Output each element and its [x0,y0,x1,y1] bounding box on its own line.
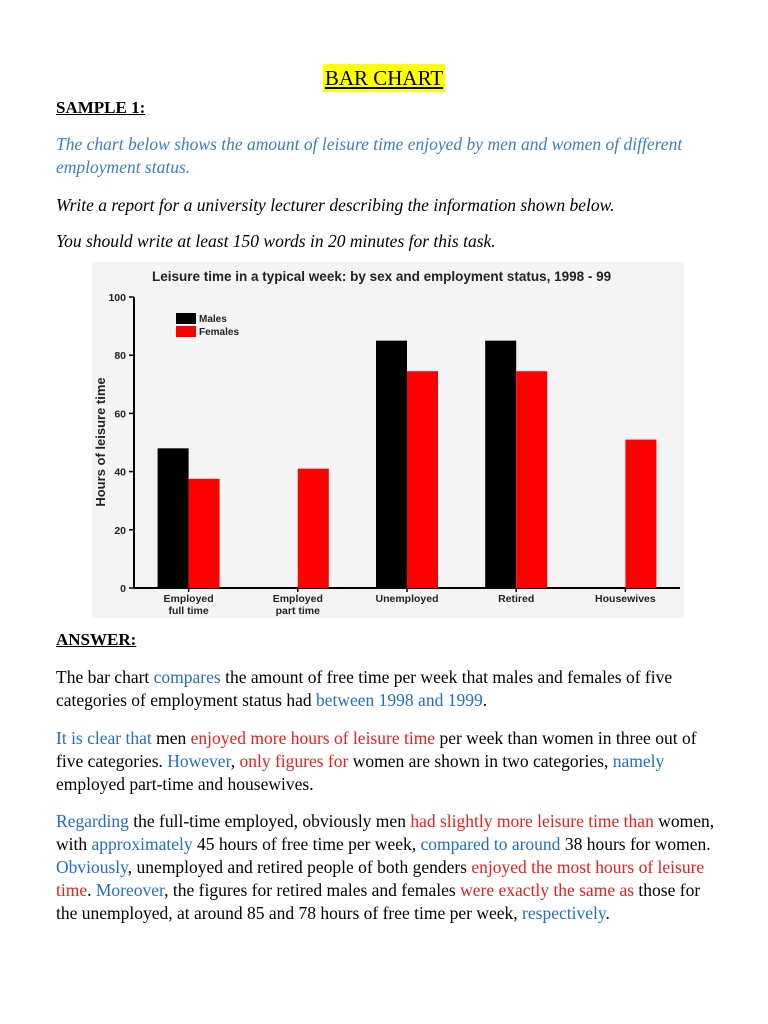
x-tick-label: Unemployed [375,593,439,605]
answer-text: , [230,751,240,771]
y-tick-label: 20 [114,524,126,537]
answer-text: per week than women in three out of five categories. [56,728,697,771]
answer-text: . [605,903,610,923]
highlight-red: were exactly the same as [460,880,635,900]
highlight-blue: approximately [91,834,193,854]
answer-paragraph-3 [56,810,716,925]
answer-text: . [482,690,488,710]
highlight-blue: Moreover [95,880,165,900]
highlight-red: enjoyed more hours of leisure time [190,728,436,748]
highlight-blue: compares [153,667,221,687]
males-bar [376,341,407,588]
x-tick-label: Housewives [595,593,656,605]
legend-label-males: Males [199,314,227,325]
x-tick-label: Retired [498,593,535,605]
answer-text: women are shown in two categories, [348,751,613,771]
y-tick-label: 100 [108,292,126,304]
highlight-red: had slightly more leisure time than [410,811,654,831]
x-tick-label: Employed [163,593,214,605]
highlight-blue: Regarding [56,811,129,831]
answer-text: men [151,728,191,748]
sample-label: SAMPLE 1: [56,98,146,117]
answer-text: 38 hours for women. [560,834,711,854]
heading-wrap [0,64,768,92]
chart-marks [108,292,680,617]
y-tick-label: 80 [114,350,126,363]
y-tick-label: 0 [120,583,126,595]
males-bar [485,341,516,588]
answer-paragraph-1 [56,666,716,712]
x-tick-label: part time [275,605,320,617]
prompt-task: Write a report for a university lecturer describing the information shown below. [56,195,615,215]
males-bar [158,448,189,588]
answer-text: , the figures for retired males and females [164,880,461,900]
females-bar [407,371,438,588]
females-bar [625,440,656,588]
answer-text: women, with [56,811,715,854]
highlight-blue: between 1998 and 1999 [316,690,483,710]
prompt-description: The chart below shows the amount of leisure time enjoyed by men and women of different employment status. [56,134,683,177]
highlight-blue: It is clear that [56,728,152,748]
highlight-blue: respectively [522,903,606,923]
answer-text: the amount of free time per week that males and females of five categories of employment status had [56,667,673,710]
y-tick-label: 60 [114,408,126,421]
answer-text: , unemployed and retired people of both genders [127,857,472,877]
answer-label: ANSWER: [56,630,137,649]
highlight-red: enjoyed the most hours of leisure time [56,857,705,900]
answer-text: . [87,880,96,900]
highlight-blue: Obviously [56,857,128,877]
highlight-blue: compared to around [420,834,561,854]
bar-chart-svg [92,262,684,618]
females-bar [298,469,329,588]
highlight-red: only figures for [239,751,349,771]
prompt-word-limit: You should write at least 150 words in 20 minutes for this task. [56,231,496,251]
y-axis-label: Hours of leisure time [93,377,108,507]
highlight-blue: namely [612,751,665,771]
page-title: BAR CHART [324,66,444,90]
answer-text: employed part-time and housewives. [56,774,314,794]
answer-text: The bar chart [56,667,154,687]
legend-swatch-males [176,313,196,324]
answer-text: 45 hours of free time per week, [192,834,421,854]
answer-text: the full-time employed, obviously men [128,811,411,831]
bar-chart [92,262,684,618]
answer-paragraph-2 [56,727,716,796]
legend-swatch-females [176,326,196,337]
females-bar [189,479,220,588]
x-tick-label: Employed [272,593,323,605]
answer-text: those for the unemployed, at around 85 and 78 hours of free time per week, [56,880,701,923]
chart-title: Leisure time in a typical week: by sex and employment status, 1998 - 99 [152,269,612,284]
highlight-blue: However [167,751,231,771]
females-bar [516,371,547,588]
legend-label-females: Females [199,327,240,338]
x-tick-label: full time [168,605,209,617]
y-tick-label: 40 [114,466,126,479]
